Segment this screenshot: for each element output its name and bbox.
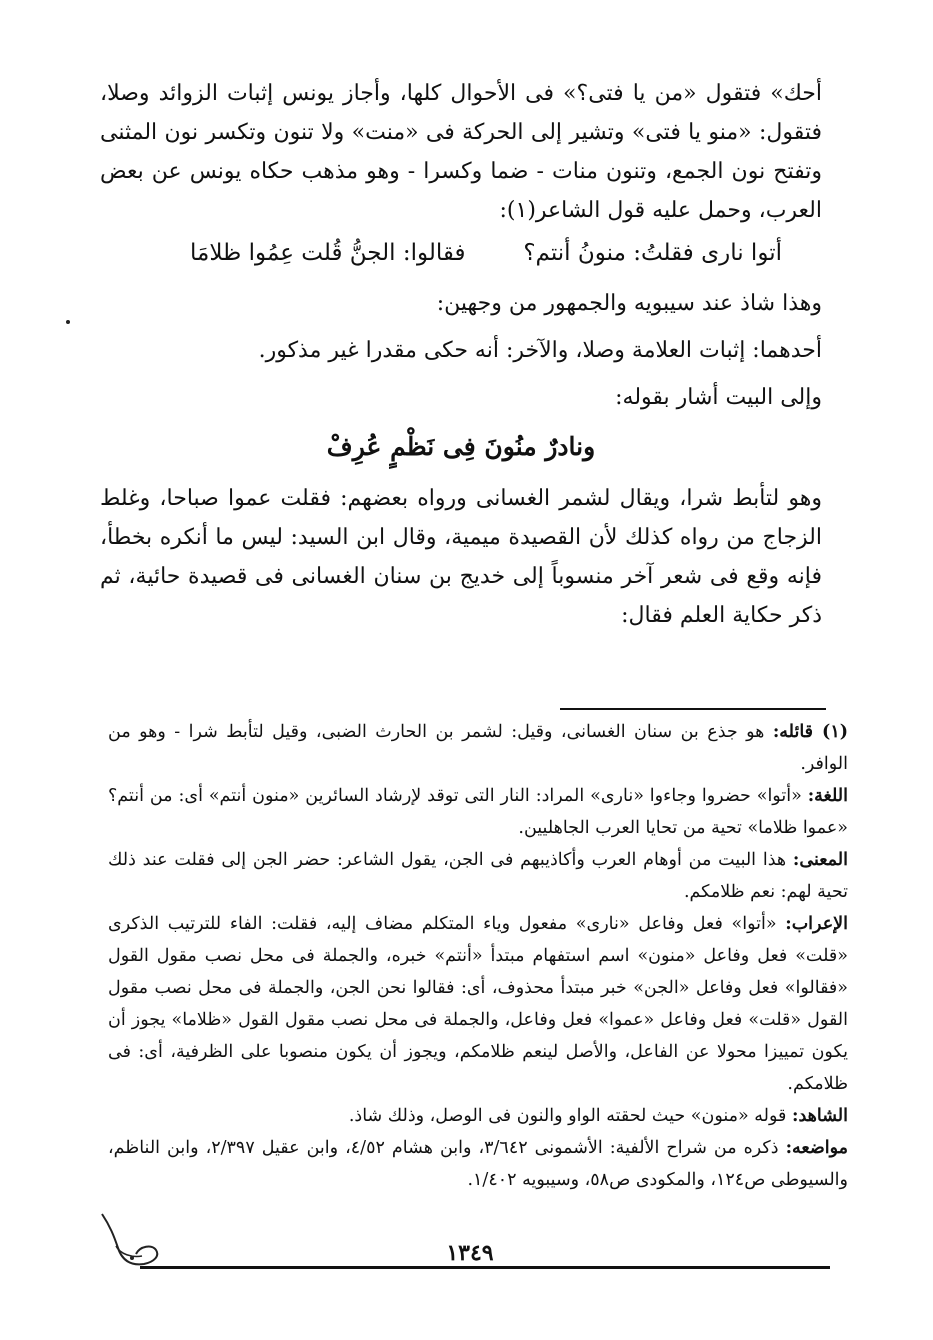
footnote-label: الشاهد:	[791, 1106, 848, 1126]
footnote-entry	[108, 844, 848, 908]
alfiyya-verse-line: ونادرٌ منُونَ فِى نَظْمٍ عُرِفْ	[326, 432, 596, 461]
footnote-text: هو جذع بن سنان الغسانى، وقيل: لشمر بن الحارث الضبى، وقيل لتأبط شرا - وهو من الوافر.	[108, 722, 848, 774]
footnote-entry	[108, 780, 848, 844]
footnote-entry	[108, 1100, 848, 1132]
footnote-label: اللغة:	[807, 786, 848, 806]
paragraph: أحك» فتقول «من يا فتى؟» فى الأحوال كلها، وأجاز يونس إثبات الزوائد وصلا، فتقول: «منو يا فتى» وتشير إلى الحركة فى «منت» ولا تنون وتكسر نون المثنى وتفتح نون الجمع، وتنون منات - ضما وكسرا - وهو مذهب حكاه يونس عن بعض العرب، وحمل عليه قول الشاعر(١):	[100, 81, 822, 223]
footnote-text: هذا البيت من أوهام العرب وأكاذيبهم فى الجن، يقول الشاعر: حضر الجن إلى فقلت عند ذلك تحية لهم: نعم ظلامكم.	[108, 850, 848, 902]
verse-second-hemistich: فقالوا: الجنُّ قُلت عِمُوا ظلامَا	[190, 240, 466, 266]
paragraph: وهذا شاذ عند سيبويه والجمهور من وجهين:	[436, 291, 822, 316]
footnote-entry	[108, 716, 848, 780]
margin-dot	[66, 320, 70, 324]
footnotes	[108, 716, 848, 1196]
main-text	[100, 74, 822, 635]
footnote-label: مواضعه:	[785, 1138, 848, 1158]
footnote-text: «أتوا» فعل وفاعل «نارى» مفعول وياء المتكلم مضاف إليه، فقلت: الفاء للترتيب الذكرى «قلت» فعل وفاعل «منون» اسم استفهام مبتدأ «أنتم» خبره، والجملة فى محل نصب مقول القول «فقالوا» فعل وفاعل «الجن» خبر مبتدأ محذوف، أى: فقالوا نحن الجن، والجملة فى محل نصب مقول القول «قلت» فعل وفاعل «عموا» فعل وفاعل، والجملة فى محل نصب مقول القول «ظلاما» يجوز أن يكون تمييزا محولا عن الفاعل، والأصل لينعم ظلامكم، ويجوز أن يكون منصوبا على الظرفية، أى: فى ظلامكم.	[108, 914, 848, 1094]
footnote-text: قوله «منون» حيث لحقته الواو والنون فى الوصل، وذلك شاذ.	[348, 1106, 792, 1126]
footnote-text: ذكره من شراح الألفية: الأشمونى ٣/٦٤٢، وابن هشام ٤/٥٢، وابن عقيل ٢/٣٩٧، وابن الناظم، والسيوطى ص١٢٤، والمكودى ص٥٨، وسيبويه ١/٤٠٢.	[108, 1138, 848, 1190]
bottom-rule	[140, 1266, 830, 1269]
page-number: ١٣٤٩	[446, 1240, 494, 1266]
footnote-label: (١) قائله:	[772, 722, 848, 742]
footnote-text: «أتوا» حضروا وجاءوا «نارى» المراد: النار التى توقد لإرشاد السائرين «منون أنتم» أى: من أنتم؟ «عموا ظلاما» تحية من تحايا العرب الجاهليين.	[108, 786, 848, 838]
verse-first-hemistich: أتوا نارى فقلتُ: منونُ أنتم؟	[523, 240, 782, 266]
footnote-label: الإعراب:	[785, 914, 848, 934]
paragraph: أحدهما: إثبات العلامة وصلا، والآخر: أنه حكى مقدرا غير مذكور.	[258, 338, 822, 363]
footnote-separator	[560, 708, 826, 710]
footnote-label: المعنى:	[792, 850, 848, 870]
poetry-verse	[100, 232, 822, 274]
paragraph: وإلى البيت أشار بقوله:	[615, 385, 822, 410]
footnote-entry	[108, 1132, 848, 1196]
footnote-entry	[108, 908, 848, 1100]
paragraph: وهو لتأبط شرا، ويقال لشمر الغسانى ورواه بعضهم: فقلت عموا صباحا، وغلط الزجاج من رواه كذلك لأن القصيدة ميمية، وقال ابن السيد: ليس ما أنكره بخطأ، فإنه وقع فى شعر آخر منسوباً إلى خديج بن سنان الغسانى فى قصيدة حائية، ثم ذكر حكاية العلم فقال:	[100, 486, 822, 628]
